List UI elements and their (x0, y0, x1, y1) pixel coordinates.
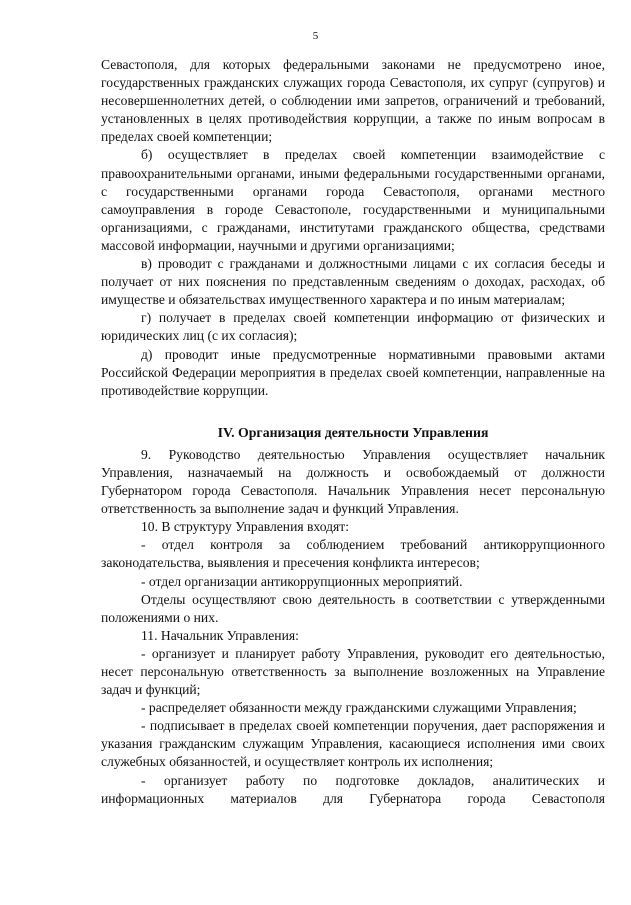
paragraph: 11. Начальник Управления: (141, 627, 299, 643)
paragraph: Севастополя, для которых федеральными законами не предусмотрено иное, государственных гражданских служащих города Севастополя, их супруг (супругов) и несовершеннолетних детей, о соблюдении ими запретов, ограничений и требований, установленных в целях противодействия коррупции, а также по иным вопросам в пределах своей компетенции; (101, 57, 605, 145)
paragraph: в) проводит с гражданами и должностными лицами с их согласия беседы и получает от них пояснения по представленным сведениям о доходах, расходах, об имуществе и обязательствах имущественного характера и по иным материалам; (101, 256, 605, 308)
paragraph: Отделы осуществляют свою деятельность в соответствии с утвержденными положениями о них. (101, 591, 605, 625)
paragraph: б) осуществляет в пределах своей компетенции взаимодействие с правоохранительными органами, иными федеральными государственными органами, с государственными органами города Севастополя, органами местного самоуправления в городе Севастополе, государственными и муниципальными организациями, с гражданами, институтами гражданского общества, средствами массовой информации, научными и другими организациями; (101, 147, 605, 253)
paragraph: 10. В структуру Управления входят: (141, 519, 349, 535)
paragraph: - подписывает в пределах своей компетенции поручения, дает распоряжения и указания гражданским служащим Управления, касающиеся исполнения ими своих служебных обязанностей, и осуществляет контроль их исполнения; (101, 718, 605, 770)
paragraph: г) получает в пределах своей компетенции информацию от физических и юридических лиц (с их согласия); (101, 310, 605, 344)
page-number: 5 (312, 30, 319, 42)
paragraph: - организует работу по подготовке докладов, аналитических и информационных материалов для Губернатора города Севастополя (101, 772, 605, 806)
document-body (101, 56, 605, 808)
paragraph: д) проводит иные предусмотренные нормативными правовыми актами Российской Федерации мероприятия в пределах своей компетенции, направленные на противодействие коррупции. (101, 346, 605, 398)
paragraph: - отдел контроля за соблюдением требований антикоррупционного законодательства, выявления и пресечения конфликта интересов; (101, 537, 605, 571)
paragraph: 9. Руководство деятельностью Управления осуществляет начальник Управления, назначаемый на должность и освобождаемый от должности Губернатором города Севастополя. Начальник Управления несет персональную ответственность за выполнение задач и функций Управления. (101, 446, 605, 517)
paragraph: - распределяет обязанности между гражданскими служащими Управления; (141, 700, 577, 716)
paragraph: - организует и планирует работу Управления, руководит его деятельностью, несет персональную ответственность за выполнение возложенных на Управление задач и функций; (101, 645, 605, 698)
paragraph: - отдел организации антикоррупционных мероприятий. (141, 573, 463, 589)
section-heading: IV. Организация деятельности Управления (217, 424, 489, 440)
